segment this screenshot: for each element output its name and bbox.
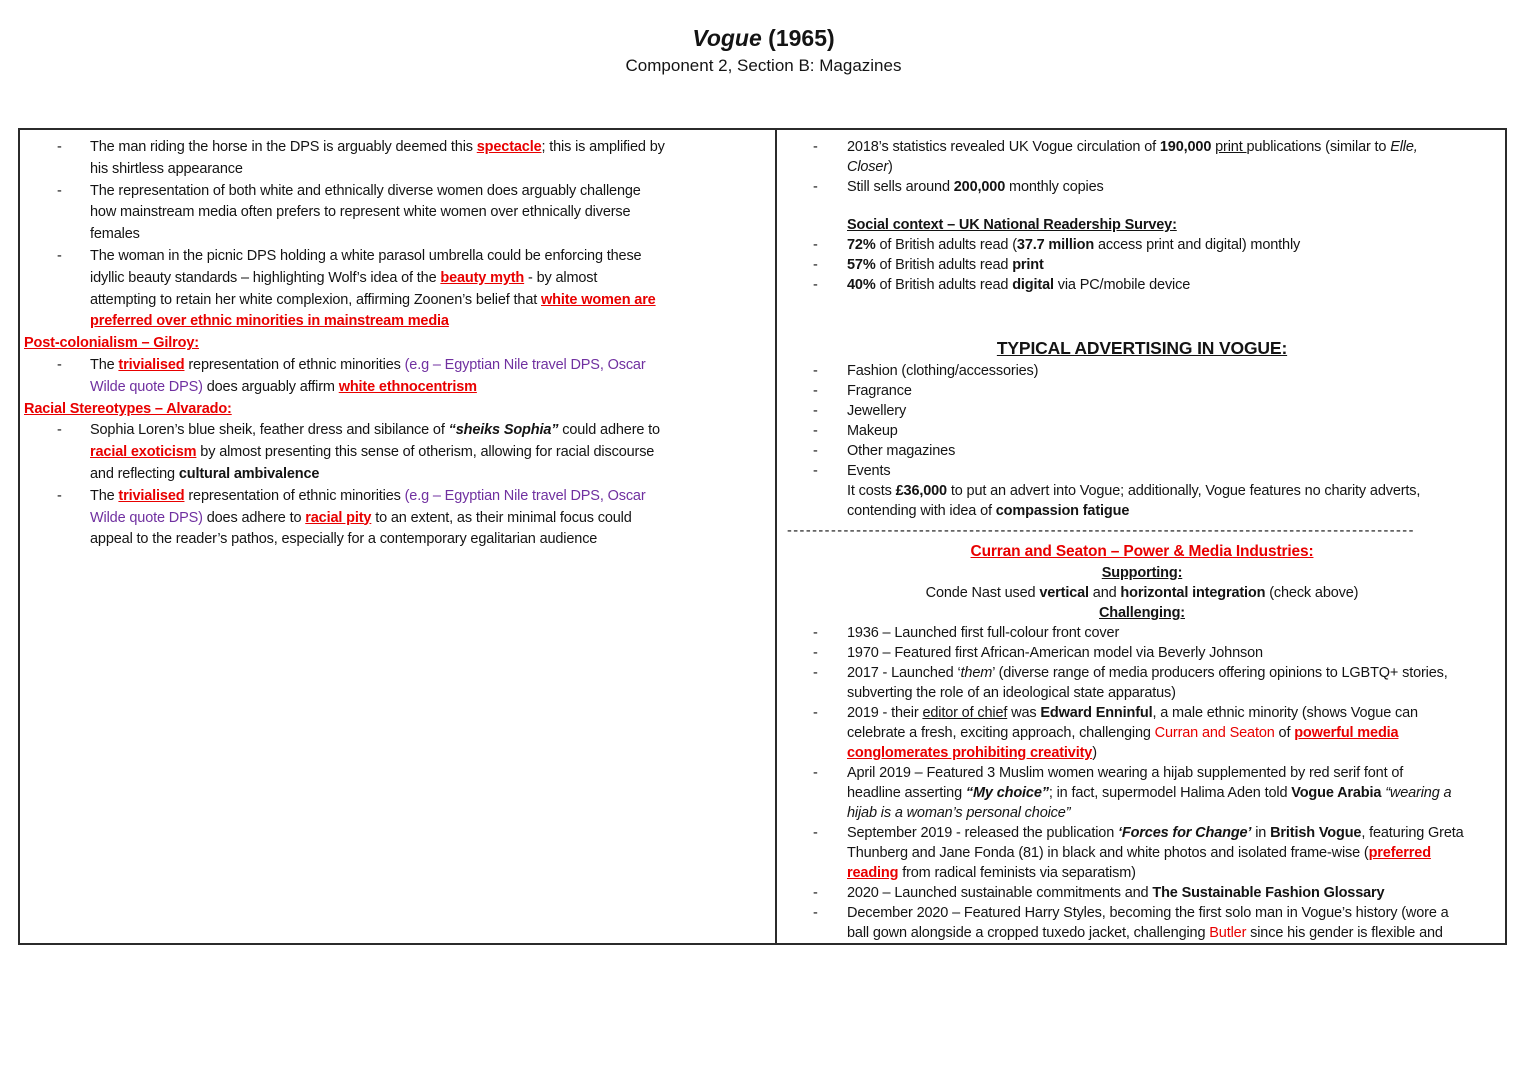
text-run: spectacle (476, 139, 542, 155)
bullet-text (847, 703, 1497, 763)
bullet-dash: - (813, 403, 818, 419)
left-column-cell (20, 130, 777, 943)
bullet-dash: - (813, 905, 818, 921)
text-run: in (1251, 825, 1271, 841)
text-run: Jewellery (847, 403, 907, 419)
bullet-dash: - (813, 237, 818, 253)
text-run: Supporting: (1101, 565, 1183, 581)
bullet-text (847, 275, 1497, 295)
text-run: by almost presenting this sense of otherism, allowing for racial discourse (196, 444, 655, 461)
text-run: publications (similar to (1246, 139, 1391, 155)
text-run: monthly copies (1005, 179, 1104, 195)
dashed-divider (787, 521, 1435, 541)
text-run: attempting to retain her white complexion, affirming Zoonen’s belief that (90, 291, 542, 308)
text-run: reading (847, 865, 899, 881)
bullet-text (847, 441, 1497, 461)
bullet-ad-fashion (787, 361, 1497, 381)
text-run: Social context – UK National Readership Survey: (847, 217, 1177, 233)
text-run: Post-colonialism – Gilroy: (24, 335, 199, 352)
right-column-cell (777, 130, 1505, 943)
text-run: The Sustainable Fashion Glossary (1152, 885, 1385, 901)
text-run: Fashion (clothing/accessories) (847, 363, 1039, 379)
text-run: - by almost (524, 269, 598, 286)
text-run: contending with idea of (847, 503, 996, 519)
bullet-text (847, 235, 1497, 255)
text-run: 2020 – Launched sustainable commitments and (847, 885, 1153, 901)
text-run: representation of ethnic minorities (184, 356, 405, 373)
bullet-text (847, 623, 1497, 643)
bullet-dash: - (813, 443, 818, 459)
text-run: was (1007, 705, 1041, 721)
text-run: , a male ethnic minority (shows Vogue can (1152, 705, 1418, 721)
text-run: could adhere to (558, 422, 660, 439)
bullet-2017 (787, 663, 1497, 703)
text-run: 2019 - their (847, 705, 923, 721)
text-run: racial exoticism (90, 444, 197, 461)
document-header (0, 0, 1527, 78)
bullet-text (847, 421, 1497, 441)
bullet-dash: - (813, 179, 818, 195)
text-run: does arguably affirm (202, 378, 339, 395)
text-run: Sophia Loren’s blue sheik, feather dress and sibilance of (90, 422, 449, 439)
text-run: Wilde quote DPS) (90, 378, 203, 395)
heading-challenging (787, 603, 1497, 623)
heading-supporting (787, 563, 1497, 583)
page-title (0, 24, 1527, 52)
text-run: compassion fatigue (995, 503, 1130, 519)
page-subtitle: Component 2, Section B: Magazines (625, 56, 902, 75)
para-conde-nast (787, 583, 1497, 603)
text-run: representation of ethnic minorities (184, 487, 405, 504)
bullet-2019-enninful (787, 703, 1497, 763)
page-title-year: (1965) (761, 25, 835, 51)
text-run: and (1088, 585, 1121, 601)
text-run: Still sells around (847, 179, 954, 195)
text-run: September 2019 - released the publication (847, 825, 1118, 841)
bullet-ad-jewellery (787, 401, 1497, 421)
bullet-representation (24, 181, 769, 246)
bullet-trivialised-ethnocentrism (24, 355, 769, 399)
bullet-dash: - (813, 885, 818, 901)
bullet-text (90, 420, 769, 485)
text-run: ) (888, 159, 893, 175)
text-run: The man riding the horse in the DPS is arguably deemed this (90, 139, 477, 155)
text-run: Wilde quote DPS) (90, 509, 203, 526)
text-run: 200,000 (953, 179, 1006, 195)
bullet-text (847, 883, 1497, 903)
text-run: digital (1012, 277, 1054, 293)
text-run: racial pity (305, 509, 372, 526)
bullet-57-percent (787, 255, 1497, 275)
bullet-text (90, 355, 769, 399)
bullet-dash: - (57, 182, 62, 199)
bullet-text (847, 255, 1497, 275)
text-run: ‘Forces for Change’ (1118, 825, 1252, 841)
text-run: subverting the role of an ideological state apparatus) (847, 685, 1176, 701)
bullet-dash: - (813, 423, 818, 439)
text-run: Racial Stereotypes – Alvarado: (24, 400, 232, 417)
text-run: Closer (847, 159, 888, 175)
text-run: Challenging: (1098, 605, 1185, 621)
bullet-dash: - (813, 645, 818, 661)
text-run: , featuring Greta (1361, 825, 1464, 841)
text-run: from radical feminists via separatism) (898, 865, 1136, 881)
text-run: 1970 – Featured first African-American model via Beverly Johnson (847, 645, 1263, 661)
text-run: ; in fact, supermodel Halima Aden told (1048, 785, 1292, 801)
bullet-text (847, 137, 1497, 177)
bullet-2018-statistics (787, 137, 1497, 177)
paragraph-spacer (787, 295, 1497, 335)
text-run: editor of chief (922, 705, 1008, 721)
bullet-text (847, 461, 1497, 481)
bullet-dash: - (813, 463, 818, 479)
text-run: “wearing a (1385, 785, 1452, 801)
text-run: £36,000 (895, 483, 947, 499)
bullet-2020-sustainable (787, 883, 1497, 903)
heading-racial-stereotypes (24, 399, 769, 421)
text-run: appeal to the reader’s pathos, especially for a contemporary egalitarian audience (90, 531, 598, 548)
bullet-text (90, 246, 769, 333)
bullet-trivialised-racial-pity (24, 486, 769, 551)
text-run: The (90, 487, 119, 504)
bullet-text (847, 361, 1497, 381)
text-run: Vogue Arabia (1291, 785, 1382, 801)
bullet-spectacle (24, 137, 769, 181)
text-run: trivialised (118, 487, 185, 504)
text-run: and reflecting (90, 465, 179, 482)
text-run: to an extent, as their minimal focus could (371, 509, 632, 526)
bullet-text (90, 137, 769, 181)
text-run: beauty myth (440, 269, 525, 286)
bullet-dash: - (813, 765, 818, 781)
text-run: (e.g – Egyptian Nile travel DPS, Oscar (404, 356, 646, 373)
bullet-text (847, 401, 1497, 421)
text-run: 40% (847, 277, 876, 293)
text-run: December 2020 – Featured Harry Styles, becoming the first solo man in Vogue’s history (wore a (847, 905, 1449, 921)
bullet-dash: - (813, 705, 818, 721)
text-run: Curran and Seaton (1154, 725, 1275, 741)
paragraph-spacer (787, 197, 1497, 215)
bullet-december-2020 (787, 903, 1497, 943)
text-run: ball gown alongside a cropped tuxedo jacket, challenging (847, 925, 1210, 941)
notes-table (18, 128, 1507, 945)
bullet-dash: - (57, 487, 62, 504)
bullet-72-percent (787, 235, 1497, 255)
bullet-dash: - (813, 383, 818, 399)
text-run: trivialised (118, 356, 185, 373)
text-run: April 2019 – Featured 3 Muslim women wearing a hijab supplemented by red serif font of (847, 765, 1404, 781)
text-run: The woman in the picnic DPS holding a white parasol umbrella could be enforcing these (90, 247, 642, 264)
text-run: vertical (1039, 585, 1089, 601)
text-run: print (1012, 257, 1044, 273)
bullet-ad-makeup (787, 421, 1497, 441)
bullet-dash: - (813, 363, 818, 379)
text-run: preferred (1368, 845, 1431, 861)
text-run: of British adults read (875, 257, 1013, 273)
text-run: since his gender is flexible and (1246, 925, 1443, 941)
text-run: 1936 – Launched first full-colour front cover (847, 625, 1120, 641)
text-run: Conde Nast used (925, 585, 1040, 601)
bullet-ad-fragrance (787, 381, 1497, 401)
text-run: hijab is a woman’s personal choice” (847, 805, 1071, 821)
bullet-dash: - (813, 277, 818, 293)
text-run: 2017 - Launched ‘ (847, 665, 961, 681)
bullet-text (847, 823, 1497, 883)
text-run: headline asserting (847, 785, 966, 801)
text-run: 37.7 million (1016, 237, 1095, 253)
text-run: 57% (847, 257, 876, 273)
bullet-april-2019 (787, 763, 1497, 823)
text-run: The representation of both white and ethnically diverse women does arguably challenge (90, 182, 641, 199)
bullet-ad-other-magazines (787, 441, 1497, 461)
text-run: of British adults read (875, 277, 1013, 293)
text-run: 72% (847, 237, 876, 253)
text-run: horizontal integration (1120, 585, 1266, 601)
text-run: print (1215, 139, 1247, 155)
text-run: preferred over ethnic minorities in mainstream media (90, 313, 449, 330)
bullet-dash: - (57, 422, 62, 439)
bullet-september-2019 (787, 823, 1497, 883)
heading-curran-seaton (787, 541, 1497, 563)
text-run: Butler (1209, 925, 1247, 941)
text-run: via PC/mobile device (1053, 277, 1191, 293)
bullet-dash: - (813, 139, 818, 155)
heading-social-context (847, 215, 1497, 235)
bullet-beauty-myth (24, 246, 769, 333)
bullet-text (90, 486, 769, 551)
text-run: to put an advert into Vogue; additionally, Vogue features no charity adverts, (946, 483, 1421, 499)
text-run: white ethnocentrism (338, 378, 477, 395)
text-run: Elle, (1390, 139, 1418, 155)
text-run: of (1274, 725, 1295, 741)
para-advert-cost (847, 481, 1497, 521)
text-run: access print and digital) monthly (1094, 237, 1301, 253)
bullet-1936 (787, 623, 1497, 643)
text-run: British Vogue (1270, 825, 1362, 841)
bullet-dash: - (813, 665, 818, 681)
bullet-text (847, 663, 1497, 703)
text-run: does adhere to (202, 509, 306, 526)
bullet-dash: - (57, 356, 62, 373)
text-run: Makeup (847, 423, 898, 439)
text-run: “sheiks Sophia” (448, 422, 559, 439)
text-run: them (960, 665, 993, 681)
bullet-text (90, 181, 769, 246)
bullet-text (847, 177, 1497, 197)
bullet-40-percent (787, 275, 1497, 295)
text-run: Curran and Seaton – Power & Media Industries: (970, 543, 1314, 560)
text-run: (e.g – Egyptian Nile travel DPS, Oscar (404, 487, 646, 504)
text-run: 190,000 (1159, 139, 1212, 155)
bullet-dash: - (813, 625, 818, 641)
text-run: (check above) (1265, 585, 1359, 601)
text-run: cultural ambivalence (178, 465, 320, 482)
text-run: celebrate a fresh, exciting approach, challenging (847, 725, 1155, 741)
bullet-1970 (787, 643, 1497, 663)
bullet-dash: - (813, 257, 818, 273)
bullet-text (847, 643, 1497, 663)
text-run: conglomerates prohibiting creativity (847, 745, 1093, 761)
text-run: TYPICAL ADVERTISING IN VOGUE: (996, 338, 1288, 358)
text-run: It costs (847, 483, 896, 499)
bullet-text (847, 903, 1497, 943)
text-run: idyllic beauty standards – highlighting Wolf’s idea of the (90, 269, 441, 286)
bullet-ad-events (787, 461, 1497, 481)
bullet-sophia-loren (24, 420, 769, 485)
text-run: females (90, 226, 140, 243)
text-run: ) (1092, 745, 1097, 761)
text-run: ---------------------------------------------------------------------------------------------------- (787, 523, 1415, 539)
bullet-dash: - (57, 139, 62, 155)
heading-post-colonialism (24, 333, 769, 355)
text-run: white women are (541, 291, 656, 308)
text-run: powerful media (1294, 725, 1399, 741)
text-run: how mainstream media often prefers to represent white women over ethnically diverse (90, 204, 631, 221)
text-run: Events (847, 463, 891, 479)
bullet-text (847, 763, 1497, 823)
text-run: “My choice” (965, 785, 1049, 801)
bullet-dash: - (57, 247, 62, 264)
text-run: Other magazines (847, 443, 956, 459)
text-run: ; this is amplified by (541, 139, 665, 155)
text-run: The (90, 356, 119, 373)
text-run: of British adults read ( (875, 237, 1017, 253)
bullet-dash: - (813, 825, 818, 841)
bullet-monthly-copies (787, 177, 1497, 197)
text-run: 2018’s statistics revealed UK Vogue circulation of (847, 139, 1160, 155)
text-run: ’ (diverse range of media producers offering opinions to LGBTQ+ stories, (992, 665, 1448, 681)
text-run: Fragrance (847, 383, 912, 399)
page-title-name: Vogue (692, 25, 762, 51)
text-run: Edward Enninful (1040, 705, 1153, 721)
text-run: his shirtless appearance (90, 160, 243, 177)
heading-typical-advertising (787, 335, 1497, 361)
bullet-text (847, 381, 1497, 401)
text-run: Thunberg and Jane Fonda (81) in black and white photos and isolated frame-wise ( (847, 845, 1369, 861)
